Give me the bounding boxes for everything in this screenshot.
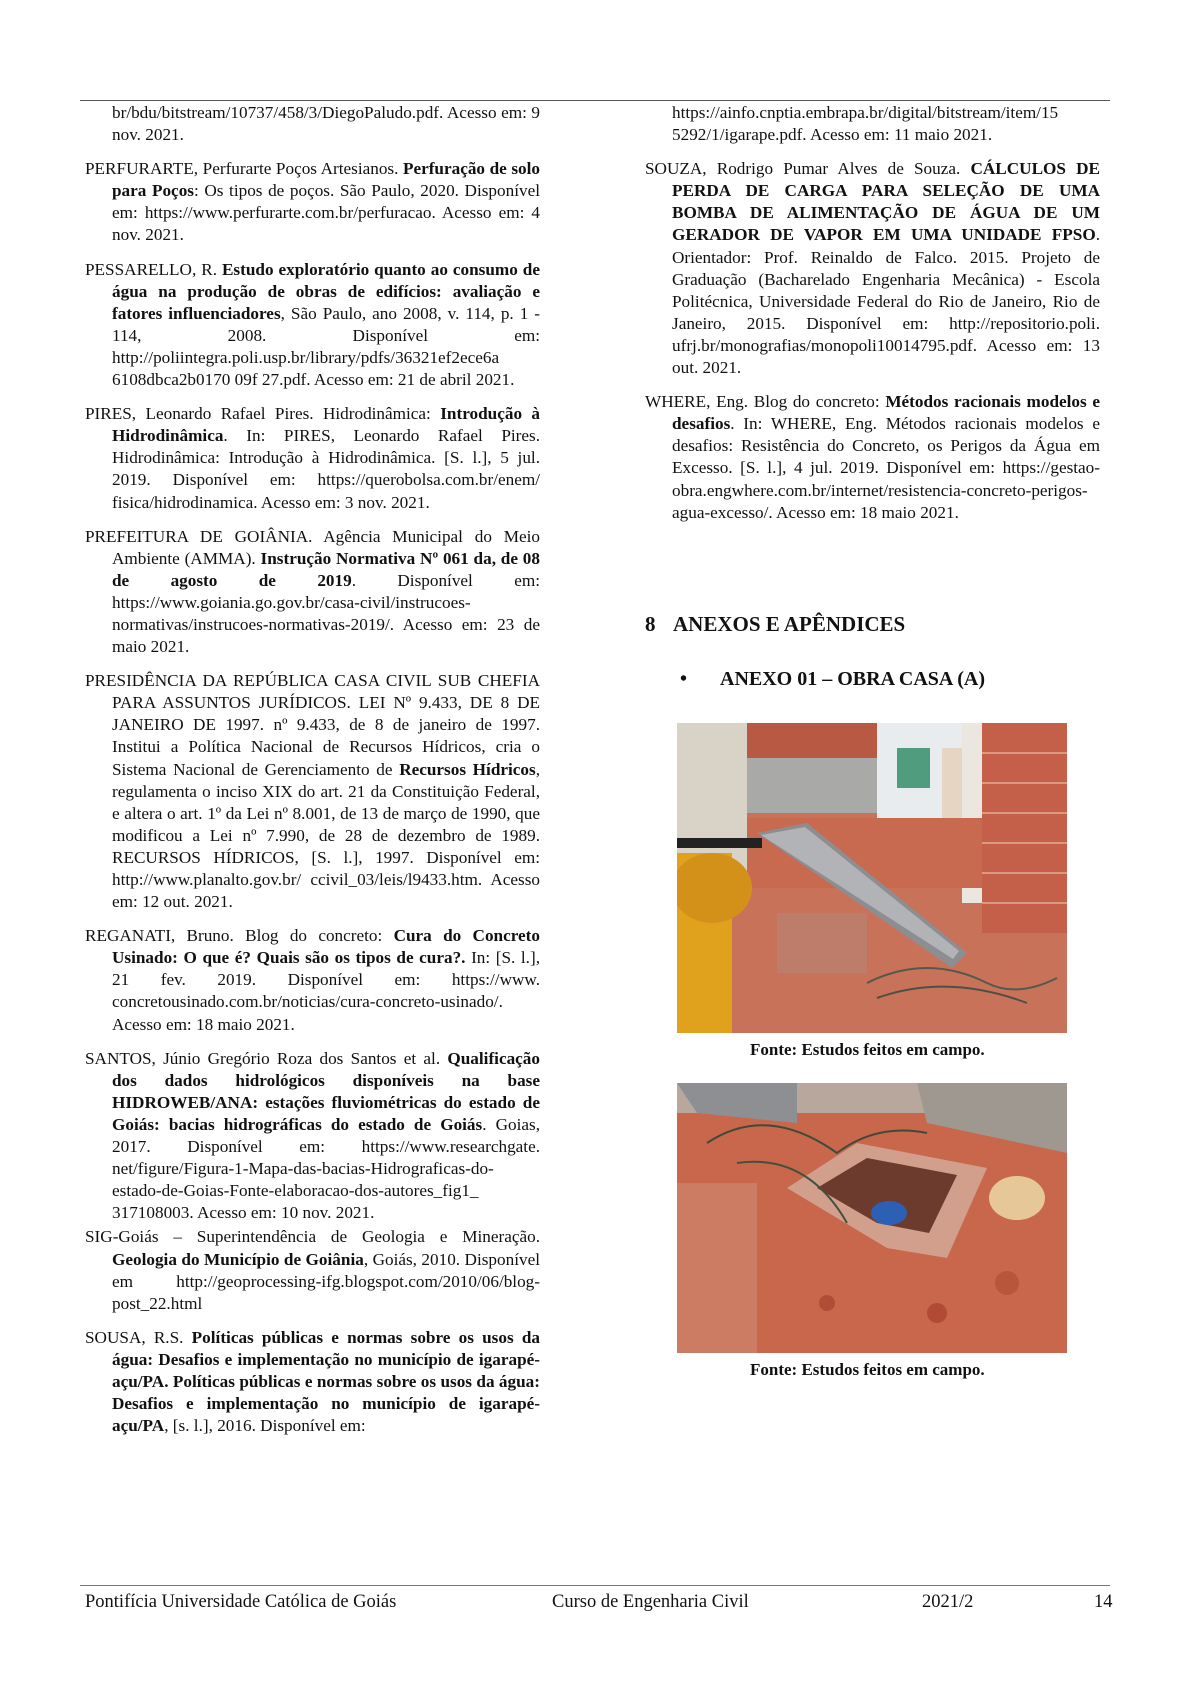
reference-text: : Os tipos de poços. São Paulo, 2020. Disponível em: https://www.perfurarte.com.br/perfuracao. Acesso em: 4 nov. 2021. — [112, 181, 540, 245]
reference-text: SIG-Goiás – Superintendência de Geologia e Mineração. — [85, 1227, 540, 1247]
reference-text: In: [S. l.], 21 fev. 2019. Disponível em: https://www. concretousinado.com.br/noticias/cura-concreto-usinado/. Acesso em: 18 maio 2021. — [112, 948, 541, 1034]
reference-entry — [85, 1226, 540, 1314]
reference-text: SANTOS, Júnio Gregório Roza dos Santos et al. — [85, 1048, 448, 1068]
reference-text: SOUZA, Rodrigo Pumar Alves de Souza. — [645, 159, 971, 179]
reference-entry — [85, 1048, 540, 1225]
reference-title: Métodos racionais modelos e desafios — [672, 392, 1100, 434]
reference-entry — [85, 102, 540, 146]
section-number: 8 — [645, 612, 656, 636]
reference-text: , Goiás, 2010. Disponível em http://geoprocessing-ifg.blogspot.com/2010/06/blog-post_22.html — [112, 1249, 540, 1313]
section-heading — [645, 612, 905, 637]
annex-title: ANEXO 01 – OBRA CASA (A) — [720, 668, 986, 690]
reference-text: , São Paulo, ano 2008, v. 114, p. 1 - 114, 2008. Disponível em: http://poliintegra.poli.usp.br/library/pdfs/36321ef2ece6a 6108dbca2b0170 09f 27.pdf. Acesso em: 21 de abril 2021. — [112, 303, 541, 390]
reference-title: CÁLCULOS DE PERDA DE CARGA PARA SELEÇÃO DE UMA BOMBA DE ALIMENTAÇÃO DE ÁGUA DE UM GERADOR DE VAPOR EM UMA UNIDADE FPSO — [672, 159, 1100, 245]
reference-entry — [645, 158, 1100, 379]
reference-title: Geologia do Município de Goiânia — [112, 1249, 364, 1269]
footer-term: 2021/2 — [922, 1592, 974, 1612]
reference-entry — [85, 925, 540, 1035]
page-number: 14 — [1094, 1592, 1113, 1612]
reference-text: PESSARELLO, R. — [85, 259, 222, 279]
footer-course: Curso de Engenharia Civil — [552, 1592, 749, 1612]
reference-title: Recursos Hídricos — [399, 759, 536, 779]
reference-text: SOUSA, R.S. — [85, 1327, 192, 1347]
reference-text: . Goias, 2017. Disponível em: https://www.researchgate. net/figure/Figura-1-Mapa-das-bacias-Hidrograficas-do-estado-de-Goias-Fonte-elaboracao-dos-autores_fig1_ 317108003. Acesso em: 10 nov. 2021. — [112, 1114, 540, 1223]
reference-text: REGANATI, Bruno. Blog do concreto: — [85, 926, 394, 946]
reference-text: PREFEITURA DE GOIÂNIA. Agência Municipal do Meio Ambiente (AMMA). — [85, 526, 540, 568]
annex-heading — [680, 668, 985, 691]
reference-text: PRESIDÊNCIA DA REPÚBLICA CASA CIVIL SUB CHEFIA PARA ASSUNTOS JURÍDICOS. LEI Nº 9.433, DE 8 DE JANEIRO DE 1997. nº 9.433, de 8 de janeiro de 1997. Institui a Política Nacional de Recursos Hídricos, cria o Sistema Nacional de Gerenciamento de — [85, 671, 540, 779]
section-title: ANEXOS E APÊNDICES — [673, 612, 906, 636]
footer-rule — [80, 1585, 1110, 1586]
footer-institution: Pontifícia Universidade Católica de Goiás — [85, 1592, 397, 1612]
reference-entry — [645, 102, 1100, 146]
bullet-icon: • — [680, 668, 688, 690]
reference-text: . In: WHERE, Eng. Métodos racionais modelos e desafios: Resistência do Concreto, os Perigos da Água em Excesso. [S. l.], 4 jul. 2019. Disponível em: https://gestao-obra.engwhere.com.br/internet/resistencia-concreto-perigos-agua-excesso/. Acesso em: 18 maio 2021. — [672, 414, 1100, 522]
references-left-column — [85, 102, 540, 1449]
reference-text: https://ainfo.cnptia.embrapa.br/digital/bitstream/item/15 5292/1/igarape.pdf. Acesso em: 11 maio 2021. — [672, 103, 1059, 145]
reference-entry — [85, 1327, 540, 1437]
reference-title: Introdução à Hidrodinâmica — [112, 404, 541, 446]
reference-text: , regulamenta o inciso XIX do art. 21 da Constituição Federal, e altera o art. 1º da Lei nº 8.001, de 13 de março de 1990, que modificou a Lei nº 7.990, de 28 de dezembro de 1989. RECURSOS HÍDRICOS, [S. l.], 1997. Disponível em: http://www.planalto.gov.br/ ccivil_03/leis/l9433.htm. Acesso em: 12 out. 2021. — [112, 759, 540, 912]
reference-entry — [85, 670, 540, 913]
figure-photo-truss — [677, 723, 1067, 1033]
reference-text: PERFURARTE, Perfurarte Poços Artesianos. — [85, 159, 403, 179]
reference-text: PIRES, Leonardo Rafael Pires. Hidrodinâmica: — [85, 404, 441, 424]
reference-title: Qualificação dos dados hidrológicos disponíveis na base HIDROWEB/ANA: estações fluviométricas do estado de Goiás: bacias hidrográficas do estado de Goiás — [112, 1048, 540, 1134]
reference-text: . Disponível em: https://www.goiania.go.gov.br/casa-civil/instrucoes-normativas/instrucoes-normativas-2019/. Acesso em: 23 de maio 2021. — [112, 570, 540, 657]
reference-entry — [85, 526, 540, 659]
figure-caption: Fonte: Estudos feitos em campo. — [750, 1360, 985, 1379]
reference-title: Estudo exploratório quanto ao consumo de água na produção de obras de edifícios: avaliação e fatores influenciadores — [112, 259, 540, 323]
reference-title: Instrução Normativa Nº 061 da, de 08 de agosto de 2019 — [112, 548, 540, 590]
reference-text: br/bdu/bitstream/10737/458/3/DiegoPaludo.pdf. Acesso em: 9 nov. 2021. — [112, 103, 540, 145]
header-rule — [80, 100, 1110, 101]
reference-title: Perfuração de solo para Poços — [112, 159, 540, 201]
reference-entry — [85, 158, 540, 246]
reference-title: Cura do Concreto Usinado: O que é? Quais são os tipos de cura?. — [112, 926, 540, 968]
references-right-column — [645, 102, 1100, 536]
reference-text: . In: PIRES, Leonardo Rafael Pires. Hidrodinâmica: Introdução à Hidrodinâmica. [S. l.], 5 jul. 2019. Disponível em: https://querobolsa.com.br/enem/ fisica/hidrodinamica. Acesso em: 3 nov. 2021. — [112, 426, 540, 512]
reference-entry — [85, 259, 540, 392]
reference-title: Políticas públicas e normas sobre os usos da água: Desafios e implementação no município de igarapé-açu/PA. Políticas públicas e normas sobre os usos da água: Desafios e implementação no município de igarapé-açu/PA — [112, 1327, 540, 1436]
reference-text: , [s. l.], 2016. Disponível em: — [164, 1416, 366, 1436]
reference-entry — [645, 391, 1100, 524]
figure-photo-meter-box — [677, 1083, 1067, 1353]
figure-caption: Fonte: Estudos feitos em campo. — [750, 1040, 985, 1059]
reference-text: WHERE, Eng. Blog do concreto: — [645, 392, 886, 412]
reference-entry — [85, 403, 540, 513]
reference-text: . Orientador: Prof. Reinaldo de Falco. 2015. Projeto de Graduação (Bacharelado Engenharia Mecânica) - Escola Politécnica, Universidade Federal do Rio de Janeiro, Rio de Janeiro, 2015. Disponível em: http://repositorio.poli. ufrj.br/monografias/monopoli10014795.pdf. Acesso em: 13 out. 2021. — [672, 225, 1100, 378]
